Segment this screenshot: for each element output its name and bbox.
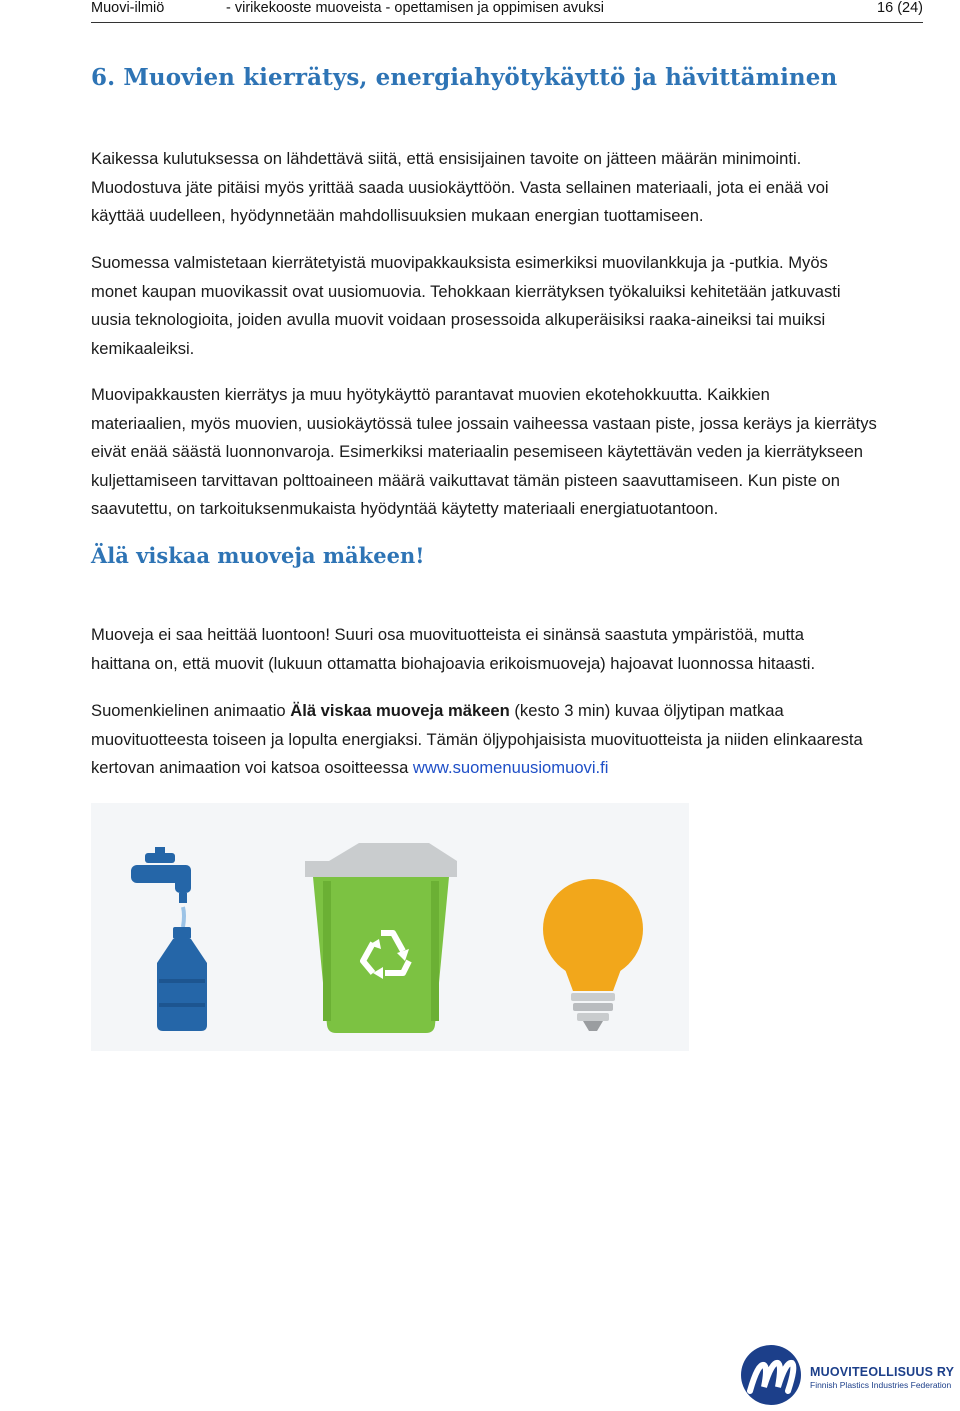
paragraph-4: Muoveja ei saa heittää luontoon! Suuri osa muovituotteista ei sinänsä saastuta ympäristöä, mutta haittana on, että muovit (lukuun ottamatta biohajoavia erikoismuoveja) hajoavat luonnossa hitaasti. — [91, 625, 816, 673]
lifecycle-svg — [91, 803, 689, 1051]
water-tap-icon — [131, 847, 191, 903]
paragraph-5-text-a: Suomenkielinen animaatio — [91, 701, 291, 720]
animation-title: Älä viskaa muoveja mäkeen — [290, 701, 510, 720]
plastic-bottle-icon — [157, 927, 207, 1031]
logo-subtitle: Finnish Plastics Industries Federation — [810, 1380, 952, 1390]
paragraph-1: Kaikessa kulutuksessa on lähdettävä siitä, että ensisijainen tavoite on jätteen määrän minimointi. Muodostuva jäte pitäisi myös yrittää saada uusiokäyttöön. Vasta sellainen materiaali, jota ei enää voi käyttää uudelleen, hyödynnetään mahdollisuuksien mukaan energian tuottamiseen. — [91, 149, 829, 226]
section-title: 6. Muovien kierrätys, energiahyötykäyttö ja hävittäminen — [91, 64, 838, 91]
federation-logo — [738, 1343, 960, 1406]
subheading: Älä viskaa muoveja mäkeen! — [91, 543, 425, 568]
paragraph-5-text-b: (kesto 3 min) kuvaa öljytipan matkaa muovituotteesta toiseen ja lopulta energiaksi. Tämän öljypohjaisista muovituotteista ja niiden elinkaaresta kertovan animaation voi katsoa osoitteessa — [91, 701, 863, 778]
paragraph-2: Suomessa valmistetaan kierrätetyistä muovipakkauksista esimerkiksi muovilankkuja ja -putkia. Myös monet kaupan muovikassit ovat uusiomuovia. Tehokkaan kierrätyksen työkaluiksi kehitetään jatkuvasti uusia teknologioita, joiden avulla muovit voidaan prosessoida alkuperäisiksi raaka-aineiksi tai muiksi kemikaaleiksi. — [91, 253, 841, 358]
page-header — [91, 0, 923, 23]
logo-mark-icon — [738, 1343, 804, 1406]
lifecycle-illustration — [91, 803, 689, 1051]
website-link[interactable]: www.suomenuusiomuovi.fi — [412, 758, 609, 778]
paragraph-5 — [91, 697, 881, 783]
page-number: 16 (24) — [877, 0, 923, 16]
header-middle: - virikekooste muoveista - opettamisen ja oppimisen avuksi — [226, 0, 604, 16]
light-bulb-icon — [543, 879, 643, 1031]
recycling-bin-icon — [305, 843, 457, 1033]
water-stream — [183, 907, 184, 927]
logo-name: MUOVITEOLLISUUS RY — [810, 1365, 955, 1379]
header-left: Muovi-ilmiö — [91, 0, 165, 16]
paragraph-3: Muovipakkausten kierrätys ja muu hyötykäyttö parantavat muovien ekotehokkuutta. Kaikkien materiaalien, myös muovien, uusiokäytössä tulee jossain vaiheessa vastaan piste, jossa keräys ja kierrätys eivät enää säästä luonnonvaroja. Esimerkiksi materiaalin pesemiseen käytettävän veden ja kierrätykseen kuljettamiseen tarvittavan polttoaineen määrä vaikuttavat tämän pisteen saavuttamiseen. Kun piste on saavutettu, on tarkoituksenmukaista hyödyntää käytetty materiaali energiatuotantoon. — [91, 385, 877, 519]
